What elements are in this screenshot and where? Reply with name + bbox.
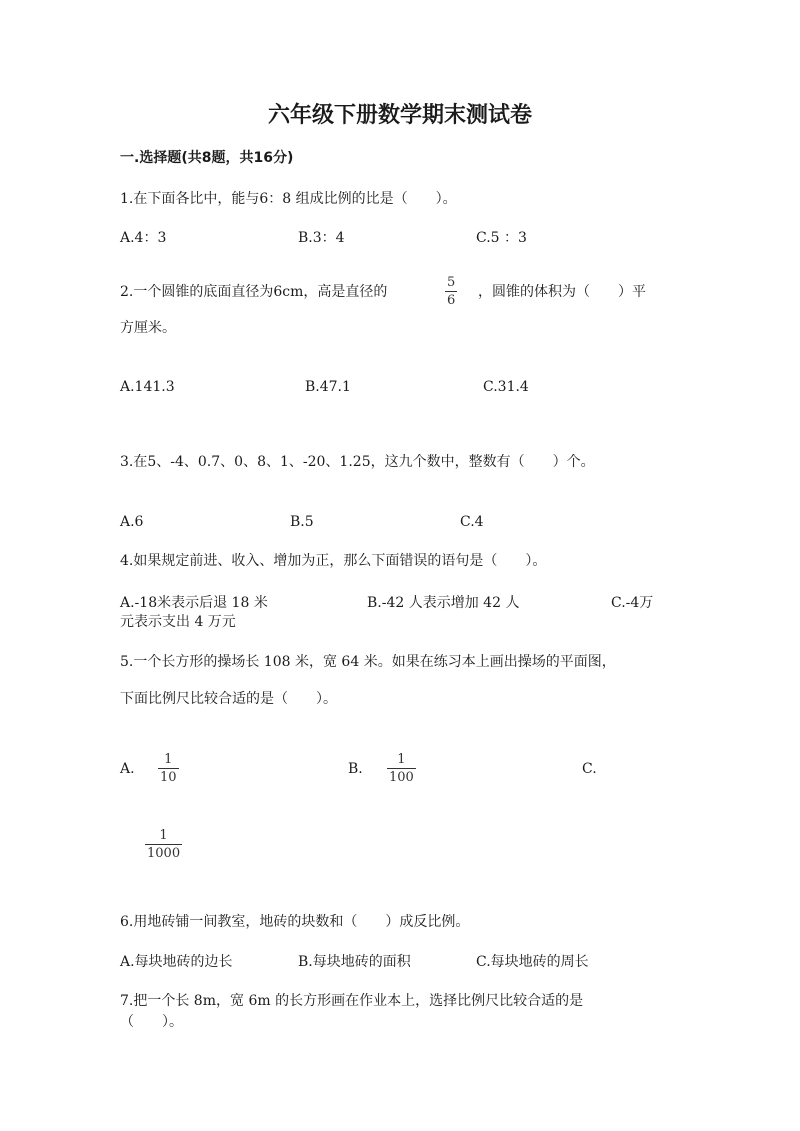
question-6-text: 6.用地砖铺一间教室，地砖的块数和（ ）成反比例。 (120, 914, 470, 930)
question-7-text: 7.把一个长 8m，宽 6m 的长方形画在作业本上，选择比例尺比较合适的是 (120, 993, 584, 1009)
question-6-option-c[interactable]: C.每块地砖的周长 (476, 954, 589, 970)
question-5-option-b-fraction (387, 752, 416, 785)
question-5-option-a-fraction (158, 752, 179, 785)
fraction-numerator: 1 (159, 828, 168, 843)
question-4-option-c-continued: 元表示支出 4 万元 (120, 614, 236, 630)
fraction-bar (445, 291, 457, 292)
question-5-option-b[interactable]: B. (348, 761, 363, 777)
question-5-option-c-fraction (145, 828, 182, 861)
question-2-option-a[interactable]: A.141.3 (120, 379, 175, 395)
question-2-text-after: ，圆锥的体积为（ ）平 (478, 284, 646, 300)
fraction-denominator: 100 (389, 770, 414, 785)
question-6-option-a[interactable]: A.每块地砖的边长 (120, 954, 233, 970)
question-5-option-a[interactable]: A. (120, 761, 135, 777)
question-3-option-b[interactable]: B.5 (290, 514, 314, 530)
question-1-option-a[interactable]: A.4：3 (120, 230, 167, 246)
fraction-denominator: 10 (160, 770, 177, 785)
question-1-option-c[interactable]: C.5 ：3 (476, 230, 527, 246)
fraction-bar (145, 844, 182, 845)
fraction-bar (387, 768, 416, 769)
fraction-bar (158, 768, 179, 769)
fraction-numerator: 1 (164, 752, 173, 767)
question-2-fraction (445, 275, 457, 308)
question-4-option-b[interactable]: B.-42 人表示增加 42 人 (367, 595, 520, 611)
question-3-option-a[interactable]: A.6 (120, 514, 144, 530)
question-5-text: 5.一个长方形的操场长 108 米，宽 64 米。如果在练习本上画出操场的平面图， (120, 654, 616, 670)
question-3-text: 3.在5、-4、0.7、0、8、1、-20、1.25，这九个数中，整数有（ ）个。 (120, 454, 595, 470)
question-4-option-a[interactable]: A.-18米表示后退 18 米 (120, 595, 268, 611)
question-2-option-b[interactable]: B.47.1 (305, 379, 351, 395)
question-2-option-c[interactable]: C.31.4 (483, 379, 529, 395)
section-heading: 一.选择题(共8题，共16分) (120, 150, 294, 166)
fraction-numerator: 5 (447, 275, 456, 290)
question-2-text-line2: 方厘米。 (120, 320, 176, 336)
question-2-text: 2.一个圆锥的底面直径为6cm，高是直径的 (120, 284, 388, 300)
question-6-option-b[interactable]: B.每块地砖的面积 (298, 954, 411, 970)
fraction-denominator: 6 (447, 293, 456, 308)
question-3-option-c[interactable]: C.4 (460, 514, 484, 530)
page-title: 六年级下册数学期末测试卷 (267, 103, 532, 128)
question-7-text-line2: （ ）。 (120, 1014, 183, 1030)
fraction-denominator: 1000 (147, 846, 181, 861)
question-5-text-line2: 下面比例尺比较合适的是（ ）。 (120, 691, 337, 707)
question-5-option-c[interactable]: C. (582, 761, 597, 777)
question-1-text: 1.在下面各比中，能与6：8 组成比例的比是（ ）。 (120, 191, 457, 207)
question-4-option-c[interactable]: C.-4万 (611, 595, 654, 611)
question-1-option-b[interactable]: B.3：4 (298, 230, 345, 246)
question-4-text: 4.如果规定前进、收入、增加为正，那么下面错误的语句是（ ）。 (120, 553, 547, 569)
fraction-numerator: 1 (397, 752, 406, 767)
